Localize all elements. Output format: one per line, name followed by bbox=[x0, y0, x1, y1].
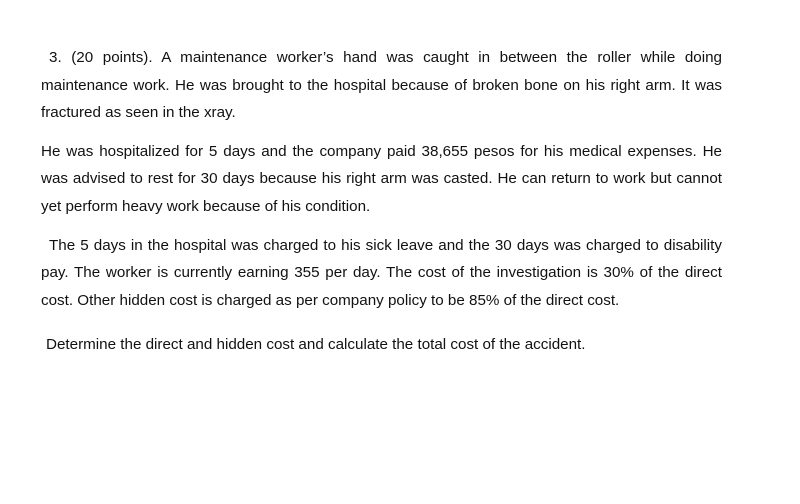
paragraph-cost-details: The 5 days in the hospital was charged to his sick leave and the 30 days was charged to disability pay. The worker is currently earning 355 per day. The cost of the investigation is 30% of the direct cost. Other hidden cost is charged as per company policy to be 85% of the direct cost. bbox=[41, 236, 722, 309]
paragraph-accident-description: 3. (20 points). A maintenance worker’s hand was caught in between the roller while doing maintenance work. He was brought to the hospital because of broken bone on his right arm. It was fractured as seen in the xray. bbox=[41, 49, 722, 122]
problem-text bbox=[41, 44, 722, 359]
paragraph-hospitalization: He was hospitalized for 5 days and the company paid 38,655 pesos for his medical expenses. He was advised to rest for 30 days because his right arm was casted. He can return to work but cannot yet perform heavy work because of his condition. bbox=[41, 142, 722, 215]
paragraph-question: Determine the direct and hidden cost and calculate the total cost of the accident. bbox=[46, 336, 586, 354]
